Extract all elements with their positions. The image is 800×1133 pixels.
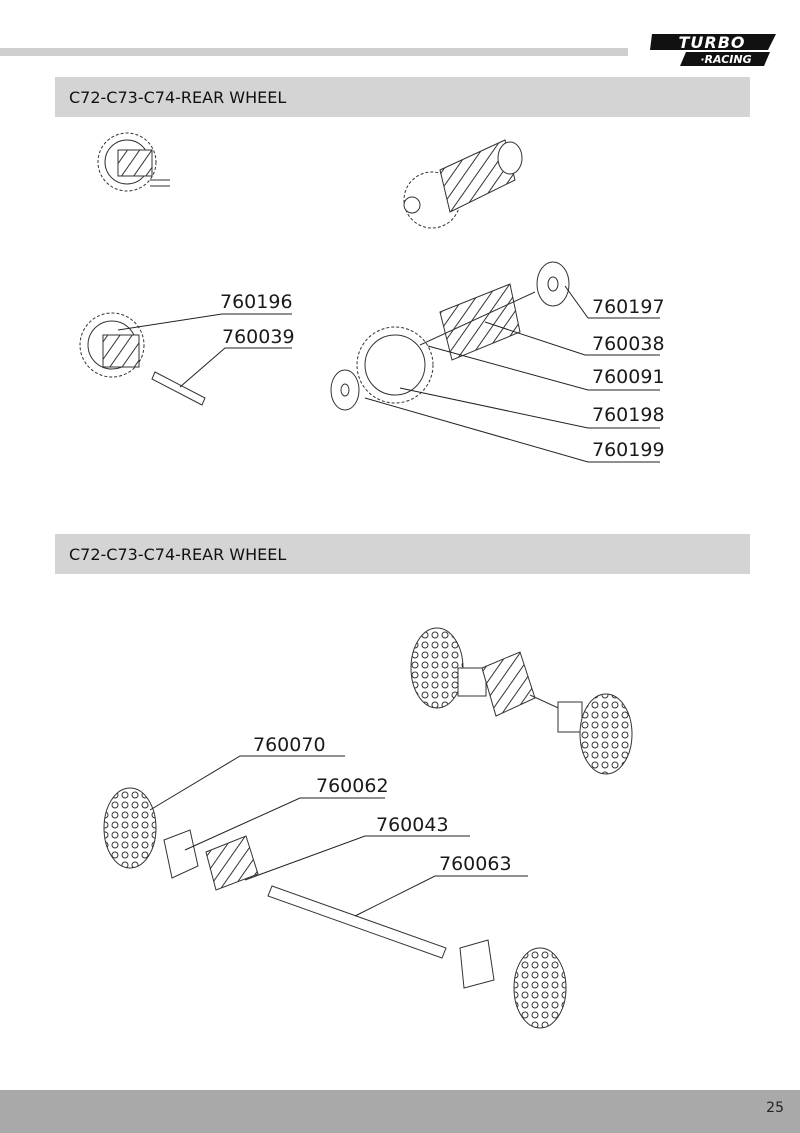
hub-right: [460, 940, 494, 988]
wheel-760070: [104, 788, 156, 868]
svg-text:TURBO: TURBO: [678, 33, 746, 52]
gear-shaft-assembly: [404, 140, 522, 228]
rear-axle-assembly: [411, 628, 632, 774]
part-number: 760091: [592, 366, 665, 388]
part-number: 760062: [316, 775, 389, 797]
footer-bar: [0, 1090, 800, 1133]
part-number: 760063: [439, 853, 512, 875]
part-number: 760196: [220, 291, 293, 313]
section-title: C72-C73-C74-REAR WHEEL: [69, 87, 287, 107]
gear-760198: [357, 327, 433, 403]
part-number: 760043: [376, 814, 449, 836]
page-number: 25: [766, 1100, 784, 1116]
worm-760038: [440, 284, 520, 360]
worm-760043: [206, 836, 258, 890]
part-number: 760038: [592, 333, 665, 355]
part-number: 760198: [592, 404, 665, 426]
bearing-760197: [537, 262, 569, 306]
hub-760062: [164, 830, 198, 878]
part-number: 760039: [222, 326, 295, 348]
part-number: 760070: [253, 734, 326, 756]
gear-assembly-small: [98, 133, 170, 191]
section-title: C72-C73-C74-REAR WHEEL: [69, 544, 287, 564]
svg-text:·RACING: ·RACING: [700, 53, 752, 66]
pin-760039: [152, 372, 205, 405]
part-number: 760199: [592, 439, 665, 461]
axle-760063: [268, 886, 446, 958]
bearing-760199: [331, 370, 359, 410]
gear-760196: [80, 313, 144, 377]
wheel-right: [514, 948, 566, 1028]
part-number: 760197: [592, 296, 665, 318]
